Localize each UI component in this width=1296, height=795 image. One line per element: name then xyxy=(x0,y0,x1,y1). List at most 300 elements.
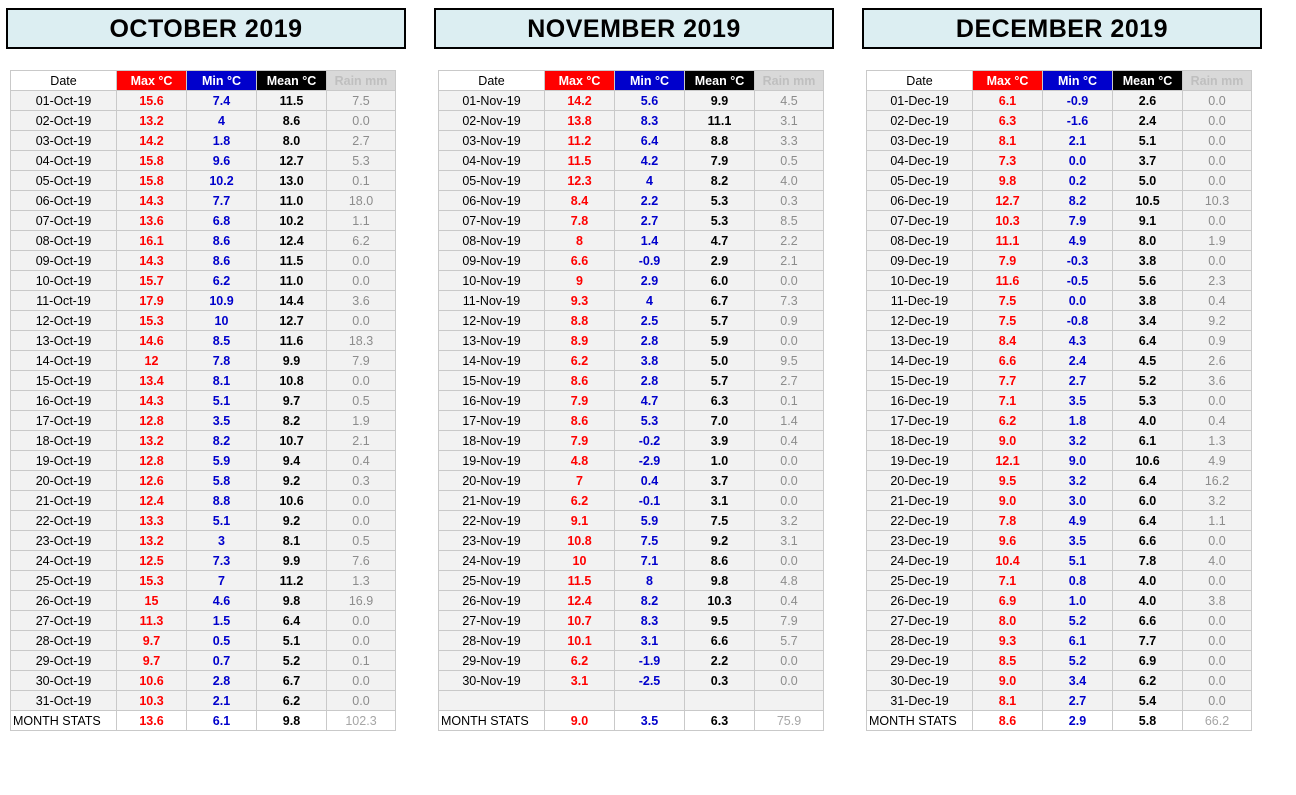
cell-rain: 0.4 xyxy=(327,451,396,471)
table-row xyxy=(11,631,396,651)
table-row xyxy=(439,511,824,531)
column-header-max[interactable]: Max °C xyxy=(545,71,615,91)
cell-max: 12.7 xyxy=(973,191,1043,211)
cell-mean: 5.7 xyxy=(685,371,755,391)
cell-mean: 6.6 xyxy=(1113,531,1183,551)
cell-mean: 10.5 xyxy=(1113,191,1183,211)
month-stats-label: MONTH STATS xyxy=(11,711,117,731)
cell-rain: 4.5 xyxy=(755,91,824,111)
cell-rain: 0.0 xyxy=(327,611,396,631)
cell-rain: 0.0 xyxy=(1183,691,1252,711)
cell-date: 09-Dec-19 xyxy=(867,251,973,271)
title-table-gap xyxy=(434,49,834,70)
column-header-date[interactable]: Date xyxy=(11,71,117,91)
cell-mean: 10.6 xyxy=(1113,451,1183,471)
table-row xyxy=(439,131,824,151)
cell-min: 5.1 xyxy=(187,511,257,531)
cell-max: 12.5 xyxy=(117,551,187,571)
month-title: NOVEMBER 2019 xyxy=(434,8,834,49)
cell-date: 11-Nov-19 xyxy=(439,291,545,311)
column-header-date[interactable]: Date xyxy=(439,71,545,91)
cell-min: -2.9 xyxy=(615,451,685,471)
column-header-max[interactable]: Max °C xyxy=(117,71,187,91)
cell-min: 2.7 xyxy=(1043,691,1113,711)
cell-date: 26-Nov-19 xyxy=(439,591,545,611)
cell-max: 9.0 xyxy=(973,671,1043,691)
cell-rain: 9.5 xyxy=(755,351,824,371)
column-header-min[interactable]: Min °C xyxy=(187,71,257,91)
cell-mean: 9.1 xyxy=(1113,211,1183,231)
cell-mean: 6.0 xyxy=(685,271,755,291)
cell-max: 7 xyxy=(545,471,615,491)
cell-max: 11.5 xyxy=(545,571,615,591)
cell-rain: 0.0 xyxy=(1183,671,1252,691)
cell-max: 17.9 xyxy=(117,291,187,311)
table-row xyxy=(867,431,1252,451)
cell-max: 12.3 xyxy=(545,171,615,191)
column-header-mean[interactable]: Mean °C xyxy=(685,71,755,91)
table-row xyxy=(11,331,396,351)
table-row xyxy=(11,311,396,331)
cell-max: 9.6 xyxy=(973,531,1043,551)
cell-min: 6.8 xyxy=(187,211,257,231)
cell-rain: 0.0 xyxy=(1183,651,1252,671)
cell-date: 16-Oct-19 xyxy=(11,391,117,411)
cell-mean: 9.4 xyxy=(257,451,327,471)
table-row xyxy=(439,191,824,211)
cell-date: 21-Oct-19 xyxy=(11,491,117,511)
cell-mean: 10.6 xyxy=(257,491,327,511)
cell-min: 8.6 xyxy=(187,251,257,271)
cell-max: 12.4 xyxy=(117,491,187,511)
cell-min: 6.4 xyxy=(615,131,685,151)
table-row xyxy=(867,271,1252,291)
cell-max: 8.8 xyxy=(545,311,615,331)
cell-max: 14.3 xyxy=(117,191,187,211)
cell-rain: 3.2 xyxy=(755,511,824,531)
cell-mean: 8.0 xyxy=(257,131,327,151)
cell-empty xyxy=(685,691,755,711)
cell-rain: 2.7 xyxy=(327,131,396,151)
cell-rain: 7.9 xyxy=(755,611,824,631)
cell-date: 20-Nov-19 xyxy=(439,471,545,491)
table-row xyxy=(11,171,396,191)
cell-mean: 5.3 xyxy=(685,191,755,211)
cell-date: 29-Dec-19 xyxy=(867,651,973,671)
table-row xyxy=(11,551,396,571)
cell-rain: 0.0 xyxy=(327,271,396,291)
table-row xyxy=(867,591,1252,611)
cell-date: 01-Nov-19 xyxy=(439,91,545,111)
cell-max: 12 xyxy=(117,351,187,371)
month-title: DECEMBER 2019 xyxy=(862,8,1262,49)
cell-rain: 0.4 xyxy=(755,591,824,611)
cell-max: 14.3 xyxy=(117,391,187,411)
cell-min: -0.5 xyxy=(1043,271,1113,291)
column-header-rain[interactable]: Rain mm xyxy=(1183,71,1252,91)
cell-rain: 1.1 xyxy=(327,211,396,231)
cell-date: 29-Oct-19 xyxy=(11,651,117,671)
table-row xyxy=(11,371,396,391)
cell-rain: 0.0 xyxy=(1183,131,1252,151)
cell-rain: 3.3 xyxy=(755,131,824,151)
cell-mean: 6.4 xyxy=(1113,471,1183,491)
cell-date: 28-Oct-19 xyxy=(11,631,117,651)
cell-mean: 3.9 xyxy=(685,431,755,451)
table-row xyxy=(11,251,396,271)
cell-rain: 0.0 xyxy=(1183,571,1252,591)
cell-rain: 0.1 xyxy=(327,651,396,671)
cell-max: 15.7 xyxy=(117,271,187,291)
cell-rain: 0.0 xyxy=(755,651,824,671)
table-row xyxy=(11,191,396,211)
cell-max: 8.1 xyxy=(973,131,1043,151)
table-row xyxy=(867,351,1252,371)
cell-min: 0.4 xyxy=(615,471,685,491)
cell-mean: 9.9 xyxy=(257,551,327,571)
cell-min: 3.5 xyxy=(1043,531,1113,551)
column-header-rain[interactable]: Rain mm xyxy=(327,71,396,91)
cell-mean: 6.4 xyxy=(1113,511,1183,531)
table-row xyxy=(439,371,824,391)
cell-max: 9.7 xyxy=(117,631,187,651)
cell-date: 16-Dec-19 xyxy=(867,391,973,411)
cell-mean: 7.8 xyxy=(1113,551,1183,571)
table-row xyxy=(439,591,824,611)
cell-date: 26-Dec-19 xyxy=(867,591,973,611)
cell-min: 8.2 xyxy=(1043,191,1113,211)
cell-min: 7 xyxy=(187,571,257,591)
cell-mean: 6.1 xyxy=(1113,431,1183,451)
cell-max: 16.1 xyxy=(117,231,187,251)
cell-max: 10.7 xyxy=(545,611,615,631)
cell-mean: 9.5 xyxy=(685,611,755,631)
table-row xyxy=(867,651,1252,671)
cell-max: 7.8 xyxy=(545,211,615,231)
month-block xyxy=(862,8,1262,731)
cell-min: 7.1 xyxy=(615,551,685,571)
cell-max: 13.8 xyxy=(545,111,615,131)
cell-min: 0.5 xyxy=(187,631,257,651)
cell-min: -0.9 xyxy=(1043,91,1113,111)
cell-date: 03-Dec-19 xyxy=(867,131,973,151)
cell-min: 0.0 xyxy=(1043,291,1113,311)
cell-max: 6.6 xyxy=(973,351,1043,371)
cell-min: 4 xyxy=(187,111,257,131)
column-header-mean[interactable]: Mean °C xyxy=(1113,71,1183,91)
column-header-date[interactable]: Date xyxy=(867,71,973,91)
cell-max: 7.5 xyxy=(973,311,1043,331)
cell-mean: 4.0 xyxy=(1113,411,1183,431)
cell-max: 14.6 xyxy=(117,331,187,351)
month-stats-row xyxy=(439,711,824,731)
table-row xyxy=(439,411,824,431)
cell-min: 8.2 xyxy=(615,591,685,611)
cell-rain: 18.3 xyxy=(327,331,396,351)
cell-min: -0.2 xyxy=(615,431,685,451)
cell-date: 16-Nov-19 xyxy=(439,391,545,411)
table-row xyxy=(439,171,824,191)
cell-mean: 3.8 xyxy=(1113,291,1183,311)
cell-rain: 0.4 xyxy=(755,431,824,451)
cell-max: 6.2 xyxy=(545,351,615,371)
cell-mean: 2.6 xyxy=(1113,91,1183,111)
column-header-rain[interactable]: Rain mm xyxy=(755,71,824,91)
cell-rain: 0.0 xyxy=(755,491,824,511)
table-row xyxy=(11,351,396,371)
table-row xyxy=(439,311,824,331)
cell-min: 5.2 xyxy=(1043,651,1113,671)
table-row xyxy=(11,111,396,131)
cell-date: 29-Nov-19 xyxy=(439,651,545,671)
column-header-min[interactable]: Min °C xyxy=(1043,71,1113,91)
table-row xyxy=(867,231,1252,251)
cell-min: 8.1 xyxy=(187,371,257,391)
cell-min: 3.5 xyxy=(187,411,257,431)
cell-max: 13.6 xyxy=(117,211,187,231)
month-stats-rain: 102.3 xyxy=(327,711,396,731)
cell-rain: 1.3 xyxy=(327,571,396,591)
cell-mean: 8.6 xyxy=(257,111,327,131)
cell-rain: 0.0 xyxy=(755,551,824,571)
cell-mean: 12.7 xyxy=(257,311,327,331)
cell-rain: 0.0 xyxy=(327,311,396,331)
cell-min: 0.0 xyxy=(1043,151,1113,171)
cell-date: 20-Oct-19 xyxy=(11,471,117,491)
cell-date: 05-Dec-19 xyxy=(867,171,973,191)
cell-mean: 6.9 xyxy=(1113,651,1183,671)
cell-rain: 0.4 xyxy=(1183,411,1252,431)
cell-max: 3.1 xyxy=(545,671,615,691)
cell-date: 12-Nov-19 xyxy=(439,311,545,331)
cell-min: 8.2 xyxy=(187,431,257,451)
cell-empty xyxy=(439,691,545,711)
cell-max: 11.6 xyxy=(973,271,1043,291)
cell-min: 8.3 xyxy=(615,611,685,631)
cell-max: 7.7 xyxy=(973,371,1043,391)
cell-max: 9.8 xyxy=(973,171,1043,191)
cell-min: -1.9 xyxy=(615,651,685,671)
cell-rain: 2.1 xyxy=(755,251,824,271)
table-row xyxy=(11,471,396,491)
cell-rain: 5.3 xyxy=(327,151,396,171)
cell-date: 12-Dec-19 xyxy=(867,311,973,331)
cell-rain: 7.9 xyxy=(327,351,396,371)
cell-max: 10.3 xyxy=(973,211,1043,231)
table-row xyxy=(11,91,396,111)
cell-rain: 0.0 xyxy=(1183,91,1252,111)
table-row xyxy=(867,331,1252,351)
cell-max: 8.6 xyxy=(545,371,615,391)
cell-rain: 9.2 xyxy=(1183,311,1252,331)
table-row xyxy=(867,691,1252,711)
cell-mean: 5.4 xyxy=(1113,691,1183,711)
cell-max: 13.2 xyxy=(117,431,187,451)
cell-max: 13.2 xyxy=(117,111,187,131)
cell-mean: 11.5 xyxy=(257,251,327,271)
cell-max: 8.4 xyxy=(973,331,1043,351)
table-row xyxy=(439,351,824,371)
cell-mean: 3.7 xyxy=(685,471,755,491)
cell-min: 8.5 xyxy=(187,331,257,351)
cell-min: 4.9 xyxy=(1043,231,1113,251)
cell-min: 5.1 xyxy=(187,391,257,411)
cell-mean: 12.7 xyxy=(257,151,327,171)
cell-date: 18-Nov-19 xyxy=(439,431,545,451)
cell-date: 17-Oct-19 xyxy=(11,411,117,431)
cell-max: 12.4 xyxy=(545,591,615,611)
cell-mean: 9.8 xyxy=(685,571,755,591)
cell-rain: 0.0 xyxy=(327,251,396,271)
table-row xyxy=(867,371,1252,391)
month-block xyxy=(434,8,834,731)
cell-date: 02-Nov-19 xyxy=(439,111,545,131)
cell-date: 05-Oct-19 xyxy=(11,171,117,191)
month-title: OCTOBER 2019 xyxy=(6,8,406,49)
cell-max: 14.2 xyxy=(545,91,615,111)
cell-mean: 6.7 xyxy=(257,671,327,691)
table-row xyxy=(867,551,1252,571)
cell-min: 8.8 xyxy=(187,491,257,511)
cell-max: 12.1 xyxy=(973,451,1043,471)
month-stats-mean: 5.8 xyxy=(1113,711,1183,731)
cell-min: 10 xyxy=(187,311,257,331)
cell-mean: 2.2 xyxy=(685,651,755,671)
cell-rain: 0.0 xyxy=(1183,391,1252,411)
cell-rain: 5.7 xyxy=(755,631,824,651)
cell-max: 10.1 xyxy=(545,631,615,651)
cell-mean: 8.2 xyxy=(685,171,755,191)
cell-mean: 5.1 xyxy=(257,631,327,651)
cell-min: 2.8 xyxy=(615,331,685,351)
cell-rain: 1.9 xyxy=(1183,231,1252,251)
cell-mean: 11.6 xyxy=(257,331,327,351)
cell-date: 09-Nov-19 xyxy=(439,251,545,271)
cell-max: 6.2 xyxy=(545,651,615,671)
cell-min: 0.8 xyxy=(1043,571,1113,591)
cell-max: 11.5 xyxy=(545,151,615,171)
cell-min: 5.9 xyxy=(187,451,257,471)
column-header-max[interactable]: Max °C xyxy=(973,71,1043,91)
cell-mean: 5.0 xyxy=(1113,171,1183,191)
cell-rain: 2.2 xyxy=(755,231,824,251)
cell-date: 11-Oct-19 xyxy=(11,291,117,311)
table-row xyxy=(11,451,396,471)
month-stats-rain: 75.9 xyxy=(755,711,824,731)
column-header-min[interactable]: Min °C xyxy=(615,71,685,91)
cell-rain: 4.0 xyxy=(755,171,824,191)
cell-min: 1.0 xyxy=(1043,591,1113,611)
cell-rain: 0.5 xyxy=(327,391,396,411)
cell-date: 28-Dec-19 xyxy=(867,631,973,651)
cell-rain: 0.0 xyxy=(1183,151,1252,171)
cell-max: 8.4 xyxy=(545,191,615,211)
cell-min: -0.8 xyxy=(1043,311,1113,331)
table-row xyxy=(11,511,396,531)
cell-rain: 0.0 xyxy=(1183,611,1252,631)
cell-date: 21-Nov-19 xyxy=(439,491,545,511)
cell-date: 24-Oct-19 xyxy=(11,551,117,571)
cell-date: 10-Nov-19 xyxy=(439,271,545,291)
cell-rain: 2.1 xyxy=(327,431,396,451)
cell-rain: 1.4 xyxy=(755,411,824,431)
cell-max: 7.8 xyxy=(973,511,1043,531)
cell-rain: 0.0 xyxy=(1183,211,1252,231)
cell-rain: 1.3 xyxy=(1183,431,1252,451)
cell-mean: 6.0 xyxy=(1113,491,1183,511)
cell-min: 3.5 xyxy=(1043,391,1113,411)
table-row xyxy=(867,511,1252,531)
cell-rain: 0.0 xyxy=(1183,111,1252,131)
cell-max: 7.1 xyxy=(973,571,1043,591)
cell-date: 05-Nov-19 xyxy=(439,171,545,191)
month-stats-rain: 66.2 xyxy=(1183,711,1252,731)
cell-rain: 18.0 xyxy=(327,191,396,211)
table-row xyxy=(867,671,1252,691)
cell-date: 07-Oct-19 xyxy=(11,211,117,231)
cell-min: 4.7 xyxy=(615,391,685,411)
cell-rain: 0.0 xyxy=(755,451,824,471)
cell-max: 7.9 xyxy=(545,431,615,451)
month-stats-label: MONTH STATS xyxy=(867,711,973,731)
cell-rain: 0.9 xyxy=(1183,331,1252,351)
cell-min: 2.7 xyxy=(615,211,685,231)
cell-date: 15-Nov-19 xyxy=(439,371,545,391)
cell-min: 3.8 xyxy=(615,351,685,371)
table-row xyxy=(439,571,824,591)
cell-date: 17-Dec-19 xyxy=(867,411,973,431)
table-row xyxy=(867,631,1252,651)
cell-max: 15.6 xyxy=(117,91,187,111)
table-row xyxy=(11,571,396,591)
column-header-mean[interactable]: Mean °C xyxy=(257,71,327,91)
cell-rain: 0.0 xyxy=(755,331,824,351)
cell-date: 17-Nov-19 xyxy=(439,411,545,431)
cell-max: 14.3 xyxy=(117,251,187,271)
cell-empty xyxy=(545,691,615,711)
month-stats-mean: 9.8 xyxy=(257,711,327,731)
cell-rain: 4.9 xyxy=(1183,451,1252,471)
cell-mean: 6.2 xyxy=(257,691,327,711)
cell-max: 9.3 xyxy=(545,291,615,311)
cell-date: 19-Nov-19 xyxy=(439,451,545,471)
table-row xyxy=(867,91,1252,111)
cell-mean: 6.4 xyxy=(1113,331,1183,351)
cell-mean: 4.0 xyxy=(1113,591,1183,611)
cell-date: 08-Dec-19 xyxy=(867,231,973,251)
cell-max: 6.2 xyxy=(973,411,1043,431)
cell-max: 10.8 xyxy=(545,531,615,551)
cell-rain: 16.2 xyxy=(1183,471,1252,491)
cell-date: 08-Nov-19 xyxy=(439,231,545,251)
table-row xyxy=(439,391,824,411)
cell-max: 8 xyxy=(545,231,615,251)
cell-rain: 8.5 xyxy=(755,211,824,231)
cell-min: 7.4 xyxy=(187,91,257,111)
cell-min: 1.4 xyxy=(615,231,685,251)
cell-rain: 4.0 xyxy=(1183,551,1252,571)
cell-min: 8 xyxy=(615,571,685,591)
table-row xyxy=(867,471,1252,491)
cell-max: 6.1 xyxy=(973,91,1043,111)
cell-rain: 1.1 xyxy=(1183,511,1252,531)
cell-min: 3 xyxy=(187,531,257,551)
cell-max: 15.8 xyxy=(117,151,187,171)
cell-date: 01-Oct-19 xyxy=(11,91,117,111)
table-row xyxy=(439,491,824,511)
cell-max: 9.3 xyxy=(973,631,1043,651)
cell-min: 4.3 xyxy=(1043,331,1113,351)
